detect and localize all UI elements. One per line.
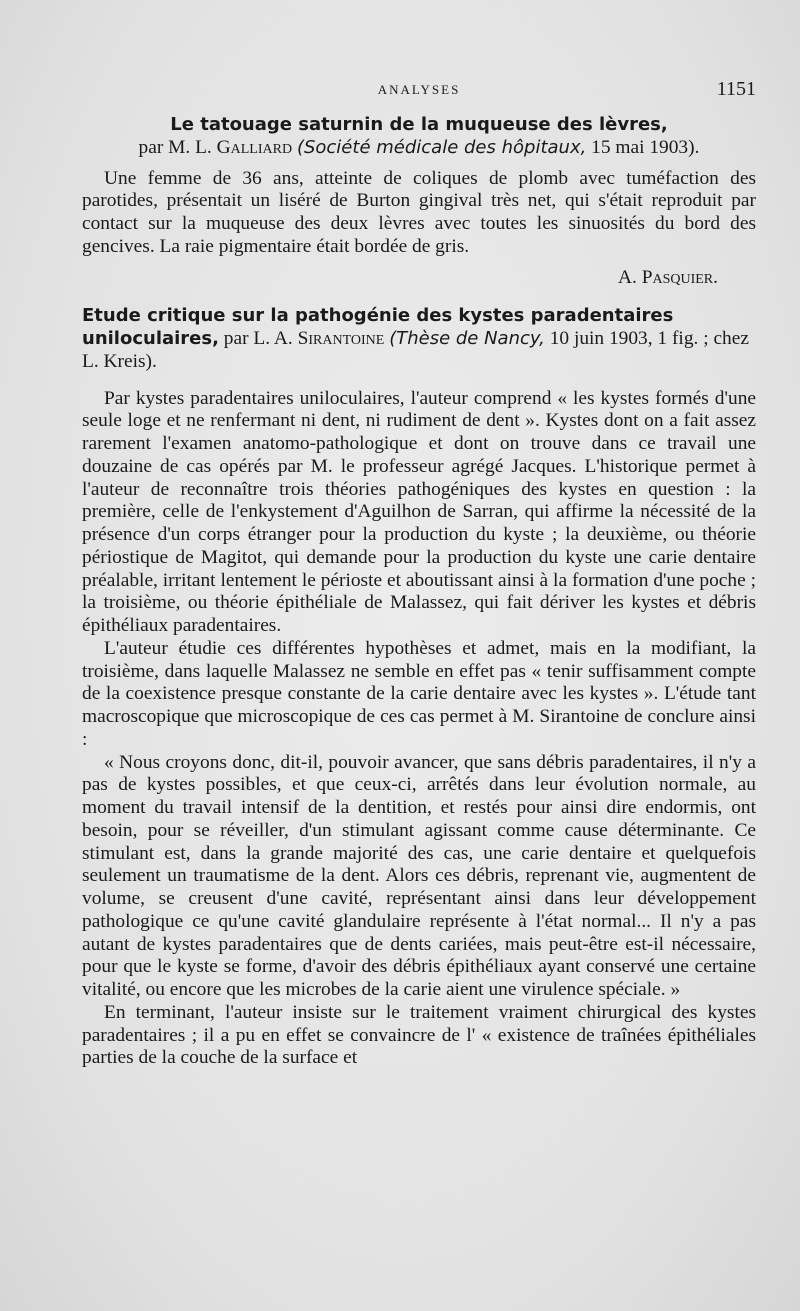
article2-byline-prefix: par L. A. [218, 328, 298, 349]
article2-paragraph-1: Par kystes paradentaires uniloculaires, l'auteur comprend « les kystes formés d'une seule loge et ne renfermant ni dent, ni rudiment de dent ». Kystes dont on a fait assez rarement l'examen anatomo-pathologique et dont on trouve dans ce travail une douzaine de cas opérés par M. le professeur agrégé Jacques. L'historique permet à l'auteur de reconnaître trois théories pathogéniques des kystes en question : la première, celle de l'enkystement d'Aguilhon de Sarran, qui affirme la nécessité de la présence d'un corps étranger pour la production du kyste ; la deuxième, ou théorie périostique de Magitot, qui demande pour la production du kyste une carie dentaire préalable, irritant lentement le périoste et aboutissant ainsi à la formation d'une poche ; la troisième, ou théorie épithéliale de Malassez, qui fait dériver les kystes et débris épithéliaux paradentaires. [82, 387, 756, 636]
article1-signature [82, 267, 756, 290]
article1-byline-prefix: par M. L. [138, 136, 217, 158]
article2-source: (Thèse de Nancy, [389, 328, 545, 349]
article1-title: Le tatouage saturnin de la muqueuse des lèvres, [170, 114, 668, 135]
article1-signature-initial: A. [617, 266, 642, 288]
article2-quotation: « Nous croyons donc, dit-il, pouvoir avancer, que sans débris paradentaires, il n'y a pas de kystes possibles, et que ceux-ci, arrêtés dans leur évolution normale, au moment du travail intensif de la dentition, et restés pour ainsi dire endormis, ont besoin, pour se réveiller, d'un stimulant agissant comme cause déterminante. Ce stimulant est, dans la grande majorité des cas, une carie dentaire et quelquefois seulement un traumatisme de la dent. Alors ces débris, reprenant vie, augmentent de volume, se creusent d'une cavité, représentant ainsi dans leur développement pathologique ce qu'une cavité glandulaire représente à l'état normal... Il n'y a pas autant de kystes paradentaires que de dents cariées, mais peut-être est-il nécessaire, pour que le kyste se forme, d'avoir des débris épithéliaux ayant conservé une certaine vitalité, ou encore que les microbes de la carie aient une virulence spéciale. » [82, 751, 756, 1000]
article1-signature-name: Pasquier. [641, 266, 718, 288]
page-content [82, 114, 756, 1070]
article1-body: Une femme de 36 ans, atteinte de coliques de plomb avec tuméfaction des parotides, présentait un liséré de Burton gingival très net, qui s'était reproduit par contact sur la muqueuse des deux lèvres avec toutes les sinuosités du bord des gencives. La raie pigmentaire était bordée de gris. [82, 167, 756, 257]
article1-author: Galliard [216, 136, 293, 158]
article1-source: (Société médicale des hôpitaux, [296, 136, 587, 158]
running-title: ANALYSES [377, 82, 461, 97]
article1-byline [82, 137, 756, 160]
article2-heading [82, 305, 756, 373]
article2-author: Sirantoine [297, 328, 385, 349]
article2-paragraph-2: L'auteur étudie ces différentes hypothèses et admet, mais en la modifiant, la troisième, dans laquelle Malassez ne semble en effet pas « tenir suffisamment compte de la coexistence presque constante de la carie dentaire avec les kystes ». L'étude tant macroscopique que microscopique de ces cas permet à M. Sirantoine de conclure ainsi : [82, 637, 756, 750]
running-header [82, 78, 756, 102]
article2-details: 10 juin 1903, 1 fig. ; chez L. Kreis). [82, 328, 749, 372]
article2-paragraph-4: En terminant, l'auteur insiste sur le traitement vraiment chirurgical des kystes paradentaires ; il a pu en effet se convaincre de l' « existence de traînées épithéliales parties de la couche de la surface et [82, 1001, 756, 1069]
article1-date: 15 mai 1903). [586, 136, 700, 158]
article2-title: Etude critique sur la pathogénie des kystes paradentaires uniloculaires, [82, 305, 674, 349]
article1-title-line [82, 114, 756, 137]
page-number: 1151 [716, 78, 756, 100]
